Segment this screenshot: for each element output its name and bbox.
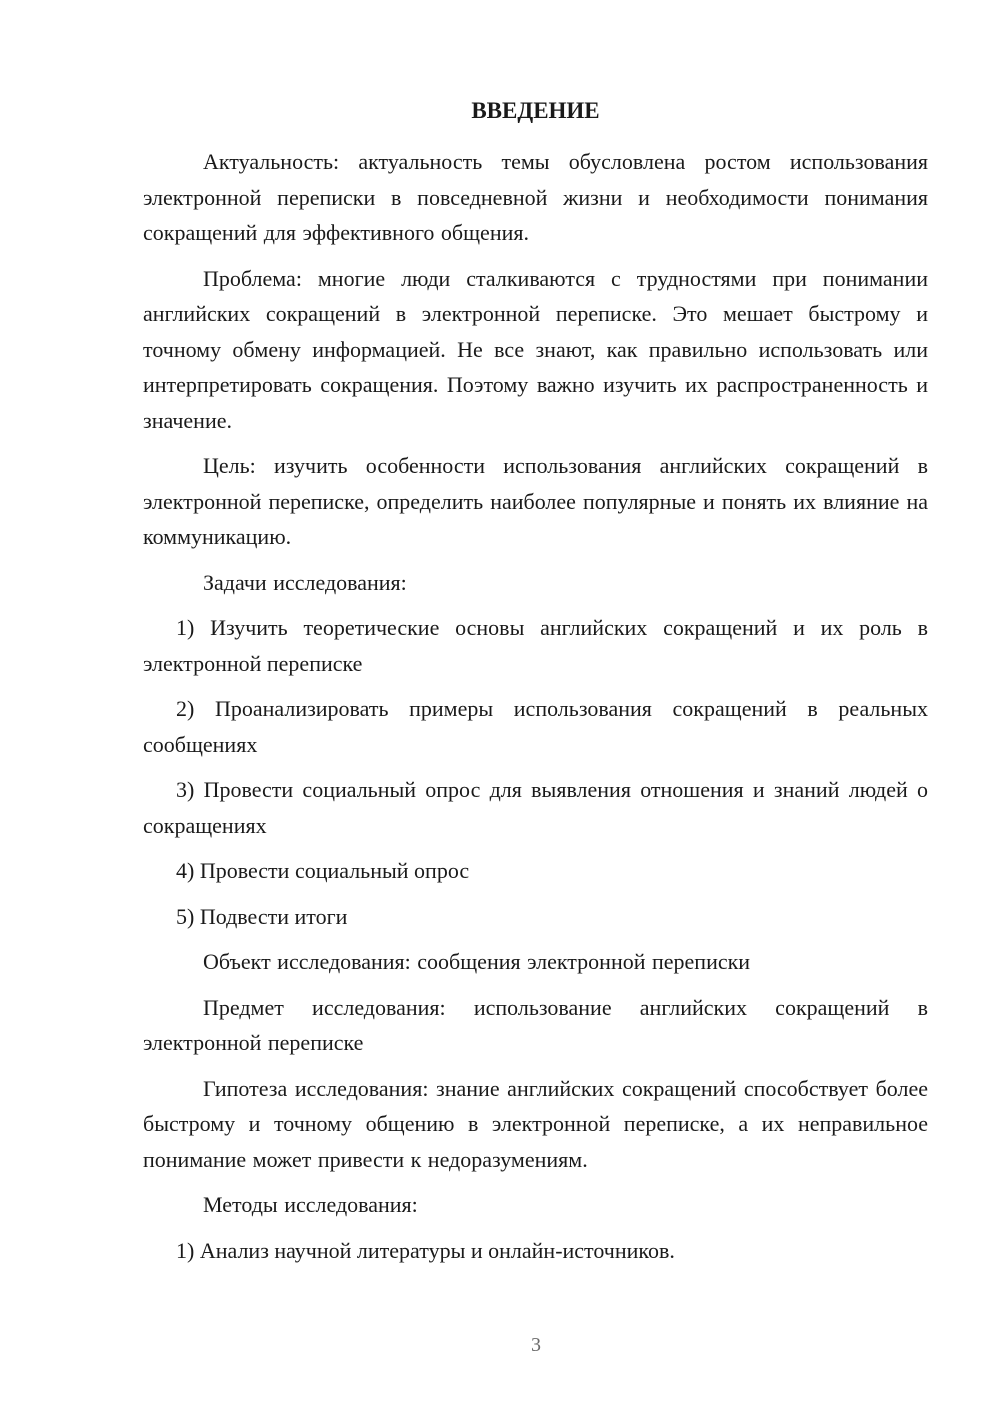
task-item-2: 2) Проанализировать примеры использования сокращений в реальных сообщениях: [143, 696, 928, 757]
method-item-1: 1) Анализ научной литературы и онлайн-источников.: [176, 1237, 675, 1263]
paragraph-hypothesis: Гипотеза исследования: знание английских сокращений способствует более быстрому и точному общению в электронной переписке, а их неправильное понимание может привести к недоразумениям.: [143, 1075, 928, 1172]
paragraph-relevance: Актуальность: актуальность темы обусловлена ростом использования электронной переписки в повседневной жизни и необходимости понимания сокращений для эффективного общения.: [143, 149, 928, 245]
paragraph-object: Объект исследования: сообщения электронной переписки: [203, 949, 751, 974]
task-item-4: 4) Провести социальный опрос: [176, 858, 470, 883]
task-item-3: 3) Провести социальный опрос для выявления отношения и знаний людей о сокращениях: [143, 777, 928, 838]
page-number: 3: [531, 1334, 541, 1356]
paragraph-problem: Проблема: многие люди сталкиваются с трудностями при понимании английских сокращений в электронной переписке. Это мешает быстрому и точному обмену информацией. Не все знают, как правильно использовать или интерпретировать сокращения. Поэтому важно изучить их распространенность и значение.: [143, 265, 928, 433]
task-item-5: 5) Подвести итоги: [176, 903, 348, 929]
methods-heading: Методы исследования:: [203, 1192, 418, 1217]
task-item-1: 1) Изучить теоретические основы английских сокращений и их роль в электронной переписке: [143, 615, 928, 676]
paragraph-goal: Цель: изучить особенности использования английских сокращений в электронной переписке, определить наиболее популярные и понять их влияние на коммуникацию.: [143, 453, 928, 549]
paragraph-subject: Предмет исследования: использование английских сокращений в электронной переписке: [143, 994, 928, 1055]
document-page: [143, 96, 928, 1278]
page-title: ВВЕДЕНИЕ: [471, 98, 600, 123]
tasks-heading: Задачи исследования:: [203, 569, 407, 595]
